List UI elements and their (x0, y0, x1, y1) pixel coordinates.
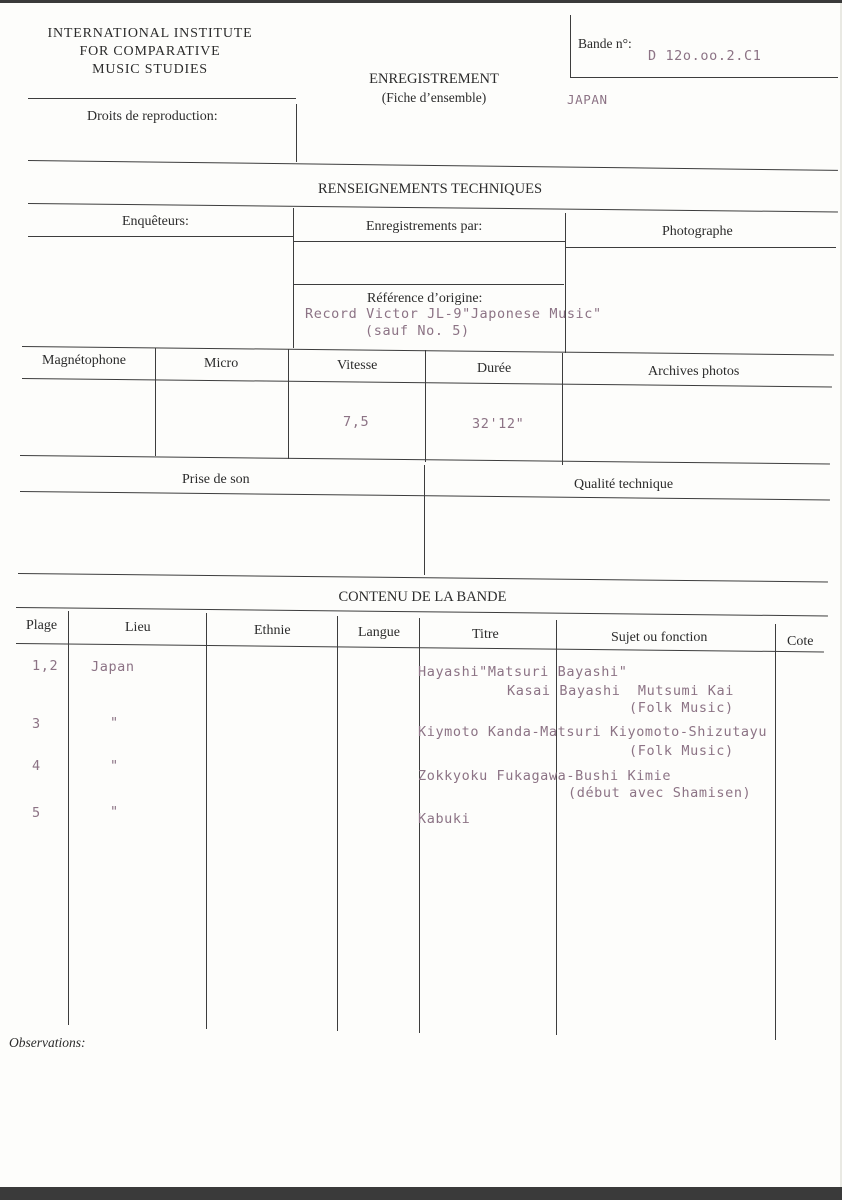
entry-4-titre: Kabuki (418, 811, 471, 827)
entry-3-lieu: " (110, 758, 119, 774)
enregistrements-par-label: Enregistrements par: (366, 219, 483, 234)
entry-2-titre: Kiymoto Kanda-Matsuri Kiyomoto-Shizutayu (418, 724, 768, 740)
entry-3-sujet: (début avec Shamisen) (568, 785, 752, 801)
institute-line-2: FOR COMPARATIVE (79, 44, 221, 59)
entry-2-genre: (Folk Music) (629, 743, 734, 759)
form-subtitle: (Fiche d’ensemble) (381, 90, 487, 105)
entry-4-lieu: " (110, 804, 119, 820)
micro-label: Micro (204, 356, 239, 371)
institute-line-3: MUSIC STUDIES (92, 62, 208, 77)
entry-1-plage: 1,2 (32, 658, 59, 674)
col-sujet-ou-fonction: Sujet ou fonction (611, 630, 708, 645)
magnetophone-label: Magnétophone (42, 353, 126, 368)
duree-value: 32'12" (472, 416, 525, 432)
entry-1-titre: Hayashi"Matsuri Bayashi" (418, 664, 628, 680)
bande-number: D 12o.oo.2.C1 (648, 48, 762, 64)
entry-3-titre: Zokkyoku Fukagawa-Bushi Kimie (418, 768, 672, 784)
bande-label: Bande n°: (578, 36, 632, 51)
col-ethnie: Ethnie (254, 623, 291, 638)
reference-label: Référence d’origine: (367, 291, 483, 306)
photographe-label: Photographe (662, 224, 733, 239)
prise-de-son-label: Prise de son (182, 472, 250, 487)
col-cote: Cote (787, 634, 814, 649)
enqueteurs-label: Enquêteurs: (122, 214, 189, 229)
archives-photos-label: Archives photos (648, 364, 740, 379)
institute-name (22, 25, 278, 79)
form-title: ENREGISTREMENT (369, 71, 499, 87)
entry-2-lieu: " (110, 715, 119, 731)
reference-line-2: (sauf No. 5) (365, 323, 470, 339)
country-stamp: JAPAN (567, 92, 608, 107)
observations-label: Observations: (9, 1035, 86, 1050)
col-langue: Langue (358, 625, 400, 640)
vitesse-value: 7,5 (343, 414, 370, 430)
col-titre: Titre (472, 627, 499, 642)
technique-title: RENSEIGNEMENTS TECHNIQUES (317, 181, 543, 197)
entry-3-plage: 4 (32, 758, 41, 774)
droits-label: Droits de reproduction: (87, 109, 218, 124)
entry-1-genre: (Folk Music) (629, 700, 734, 716)
vitesse-label: Vitesse (337, 358, 378, 373)
record-sheet (0, 3, 842, 1187)
entry-2-plage: 3 (32, 716, 41, 732)
contenu-title: CONTENU DE LA BANDE (338, 589, 507, 605)
entry-4-plage: 5 (32, 805, 41, 821)
entry-1-lieu: Japan (91, 659, 135, 675)
col-plage: Plage (26, 618, 58, 633)
qualite-technique-label: Qualité technique (574, 477, 674, 492)
institute-line-1: INTERNATIONAL INSTITUTE (47, 26, 253, 41)
entry-1-sujet: Kasai Bayashi Mutsumi Kai (507, 683, 734, 699)
reference-line-1: Record Victor JL-9"Japonese Music" (305, 306, 602, 322)
duree-label: Durée (477, 361, 512, 376)
col-lieu: Lieu (125, 620, 151, 635)
